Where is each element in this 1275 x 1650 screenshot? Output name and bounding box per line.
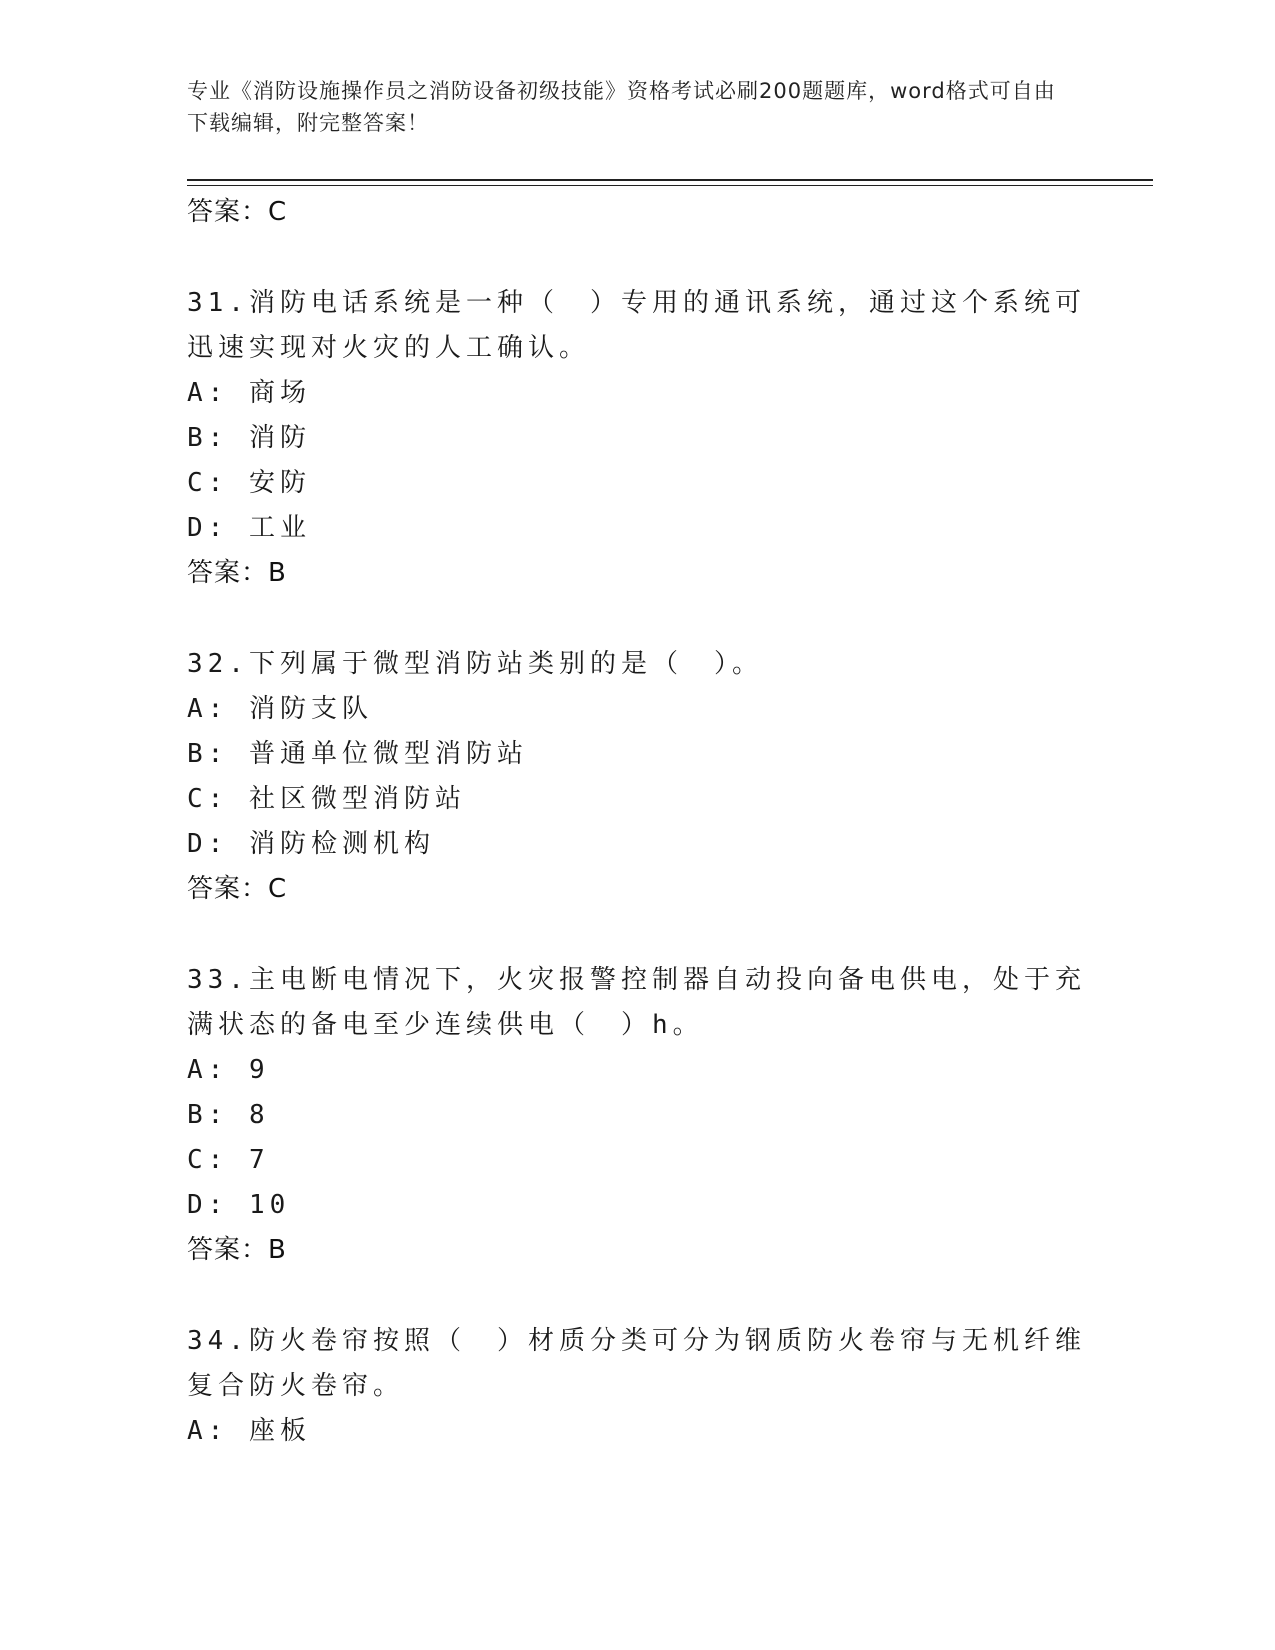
question-list xyxy=(187,190,1087,1454)
option-c: C: 社区微型消防站 xyxy=(187,784,466,814)
question-text: 31.消防电话系统是一种（ ）专用的通讯系统，通过这个系统可迅速实现对火灾的人工确认。 xyxy=(187,288,1086,363)
question-text: 32.下列属于微型消防站类别的是（ ）。 xyxy=(187,649,763,679)
option-d: D: 10 xyxy=(187,1190,291,1220)
option-a: A: 商场 xyxy=(187,378,311,408)
option-a: A: 9 xyxy=(187,1055,270,1085)
question-32 xyxy=(187,642,1087,912)
document-header: 专业《消防设施操作员之消防设备初级技能》资格考试必刷200题题库，word格式可自由下载编辑，附完整答案！ xyxy=(187,79,1056,135)
option-a: A: 消防支队 xyxy=(187,694,373,724)
question-text: 33.主电断电情况下，火灾报警控制器自动投向备电供电，处于充满状态的备电至少连续供电（ ）h。 xyxy=(187,965,1086,1040)
answer-line: 答案：C xyxy=(187,197,288,227)
answer-line: 答案：B xyxy=(187,558,287,588)
answer-line: 答案：B xyxy=(187,1235,287,1265)
option-d: D: 工业 xyxy=(187,513,311,543)
question-31 xyxy=(187,281,1087,596)
answer-line: 答案：C xyxy=(187,874,288,904)
option-d: D: 消防检测机构 xyxy=(187,829,435,859)
header-divider-thin xyxy=(187,185,1153,186)
header-divider-thick xyxy=(187,179,1153,181)
option-b: B: 8 xyxy=(187,1100,270,1130)
option-b: B: 普通单位微型消防站 xyxy=(187,739,528,769)
option-b: B: 消防 xyxy=(187,423,311,453)
option-a: A: 座板 xyxy=(187,1416,311,1446)
option-c: C: 安防 xyxy=(187,468,311,498)
question-34 xyxy=(187,1319,1087,1454)
option-c: C: 7 xyxy=(187,1145,270,1175)
question-33 xyxy=(187,958,1087,1273)
question-text: 34.防火卷帘按照（ ）材质分类可分为钢质防火卷帘与无机纤维复合防火卷帘。 xyxy=(187,1326,1086,1401)
